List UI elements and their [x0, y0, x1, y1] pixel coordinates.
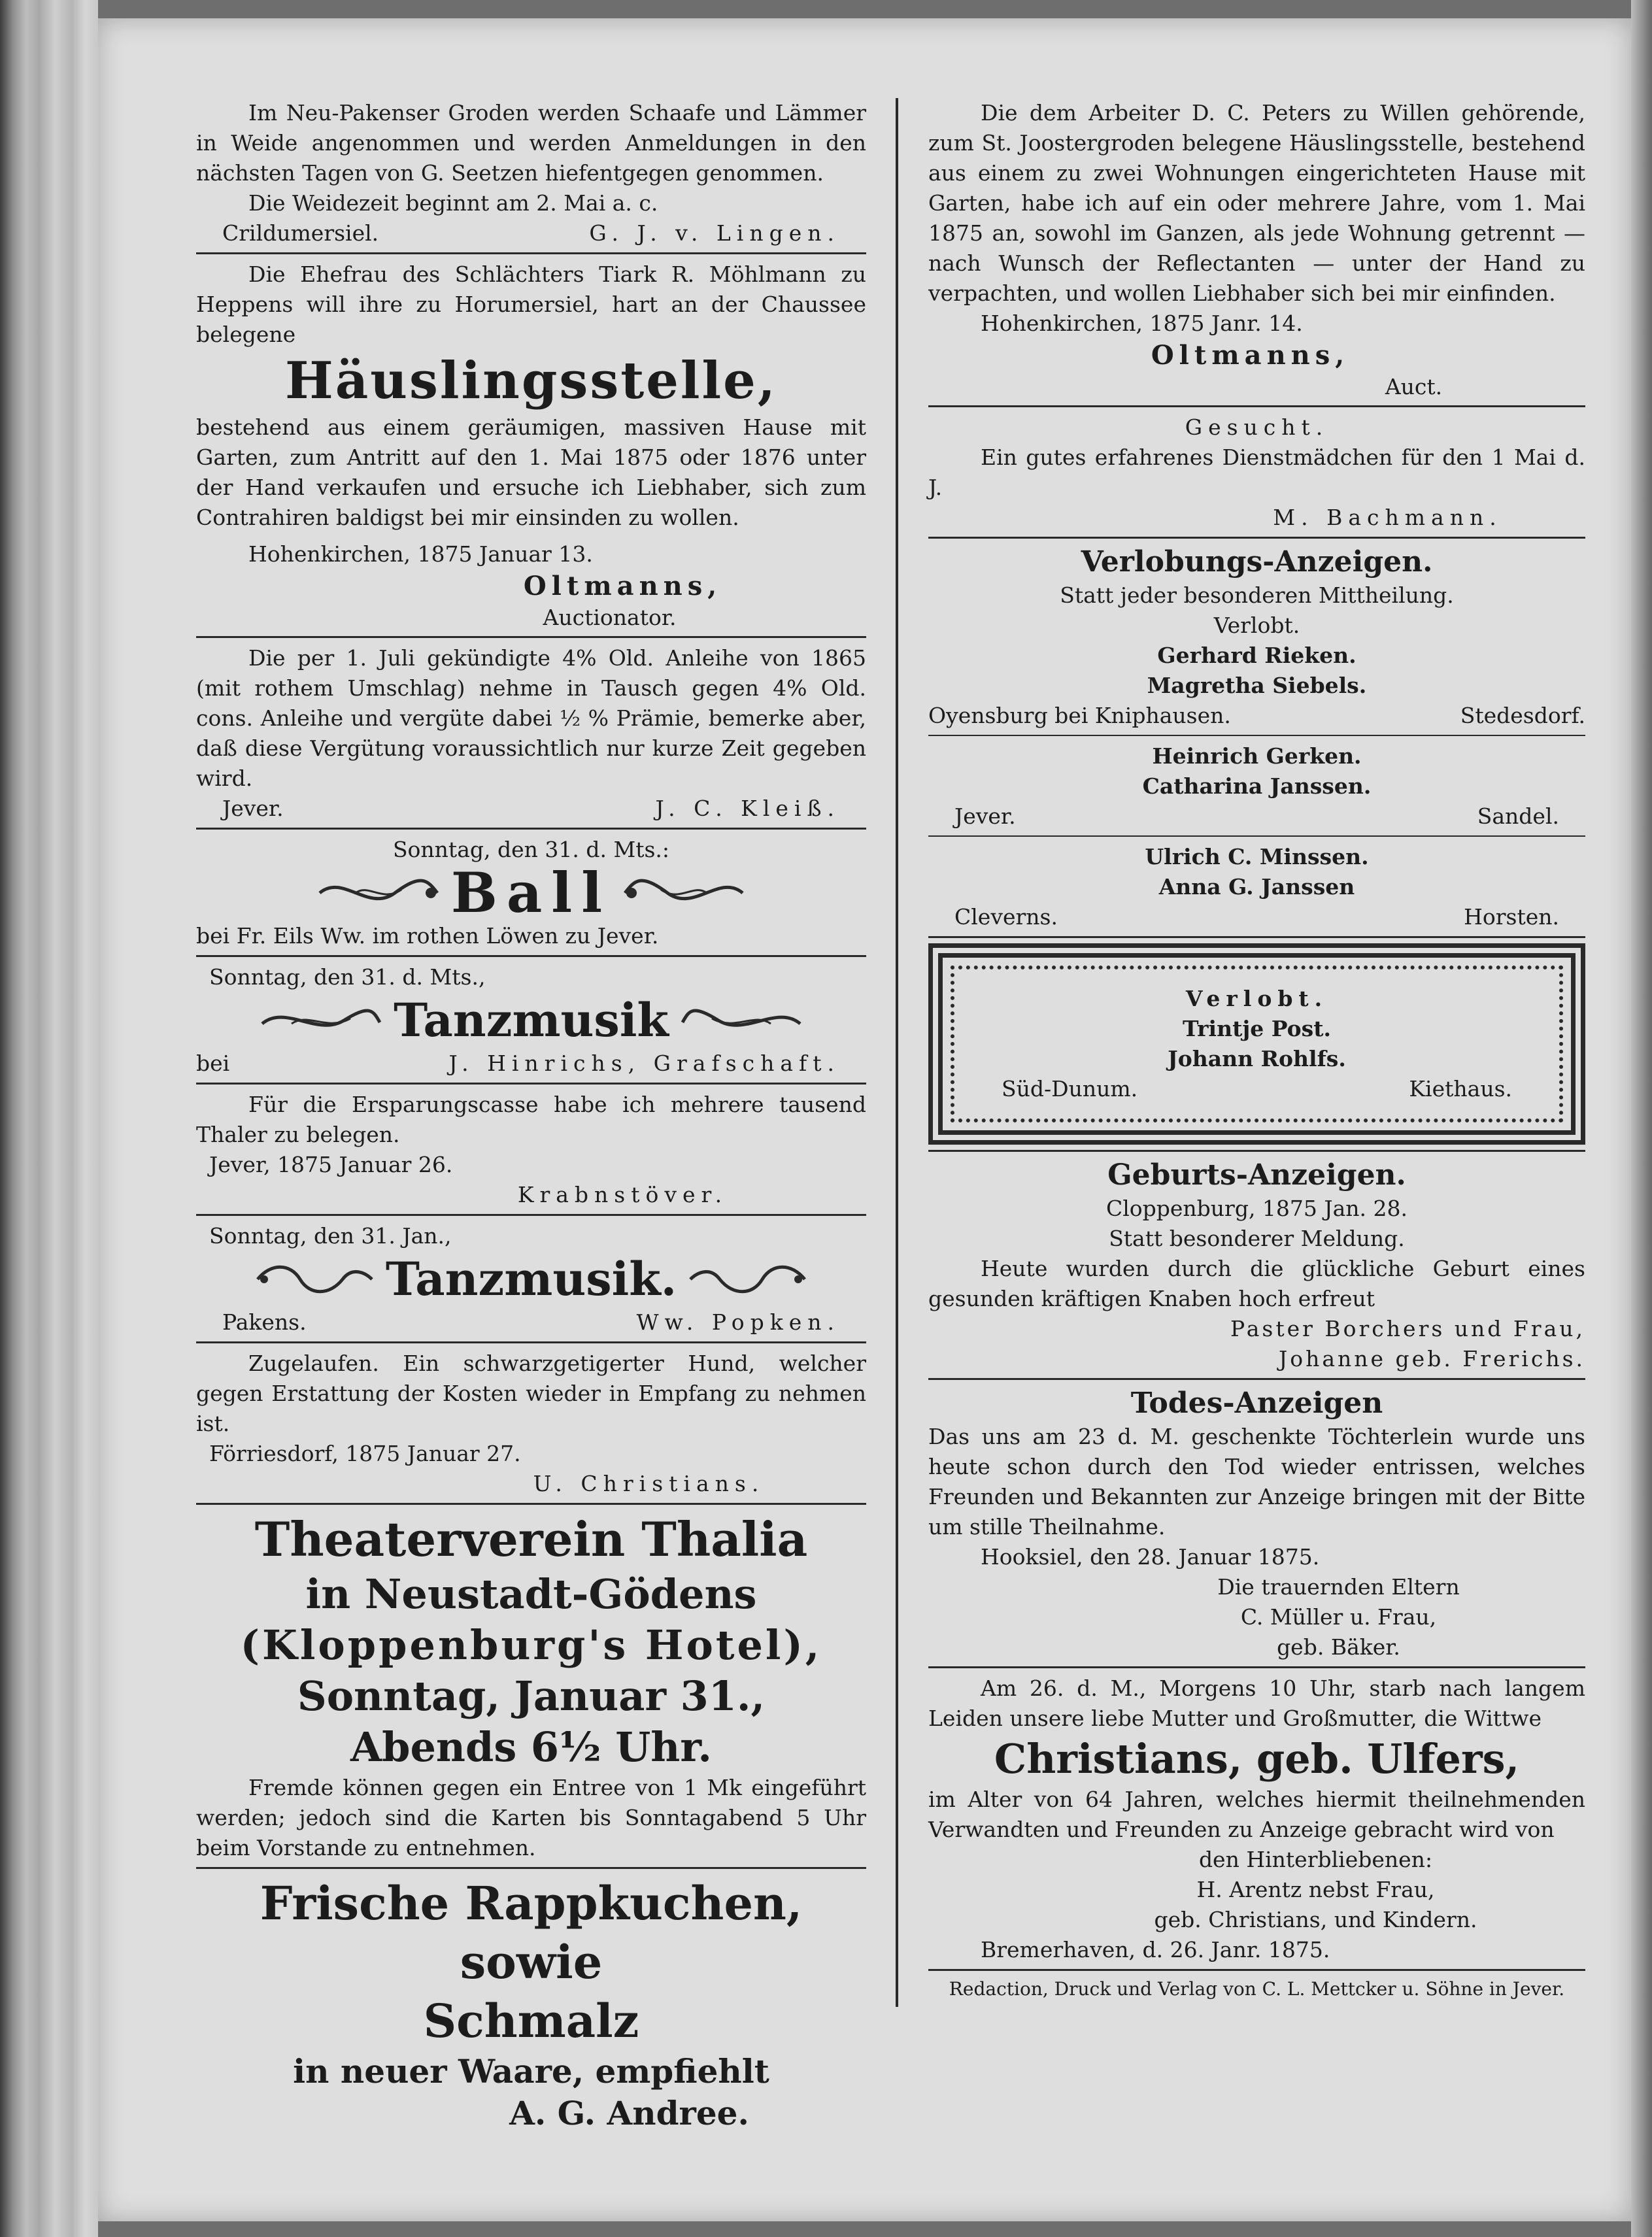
- ad-place-date: Förriesdorf, 1875 Januar 27.: [209, 1441, 521, 1466]
- separator: [196, 1214, 866, 1216]
- ad-intro: Die Ehefrau des Schlächters Tiark R. Möhlmann zu Heppens will ihre zu Horumersiel, hart an der Chaussee belegene: [196, 261, 866, 347]
- ad-place-date: Cloppenburg, 1875 Jan. 28.: [1105, 1196, 1408, 1221]
- ad-christians: [928, 1674, 1585, 1965]
- ad-footer: [196, 1307, 866, 1337]
- imprint: Redaction, Druck und Verlag von C. L. Mettcker u. Söhne in Jever.: [949, 1978, 1565, 2000]
- place-2: Horsten.: [1464, 904, 1559, 930]
- ad-signature: Krabnstöver.: [517, 1182, 728, 1207]
- ad-headline: Gesucht.: [1185, 414, 1329, 440]
- ad-headline: Theaterverein Thalia: [254, 1511, 808, 1567]
- places: [1002, 1074, 1512, 1104]
- ad-footer: [196, 1049, 866, 1079]
- place-1: Süd-Dunum.: [1002, 1076, 1138, 1102]
- separator: [928, 735, 1585, 736]
- section-subtitle: Statt besonderer Meldung.: [1109, 1226, 1405, 1251]
- ad-footer: [196, 794, 866, 824]
- ad-signature-title: Auctionator.: [543, 605, 677, 630]
- places: [928, 801, 1585, 832]
- right-column: [928, 98, 1585, 2002]
- ad-rappkuchen: [196, 1874, 866, 2134]
- ad-signature: A. G. Andree.: [509, 2094, 749, 2132]
- ad-signature: J. C. Kleiß.: [655, 796, 840, 821]
- separator: [196, 1341, 866, 1343]
- ad-headline: Häuslingsstelle,: [285, 351, 777, 411]
- ad-text: bestehend aus einem geräumigen, massiven Hause mit Garten, zum Antritt auf den 1. Mai 1875 oder 1876 unter der Hand verkaufen und ersuche ich Liebhaber, sich zum Contrahiren baldigst bei mir einsinden zu wollen.: [196, 414, 866, 530]
- ad-text: Fremde können gegen ein Entree von 1 Mk eingeführt werden; jedoch sind die Karten bis Sonntagabend 5 Uhr beim Vorstande zu entnehmen.: [196, 1775, 866, 1860]
- section-title: Verlobungs-Anzeigen.: [1081, 545, 1433, 579]
- flourish-left-icon: [316, 870, 441, 916]
- ad-tanzmusik-hinrichs: [196, 962, 866, 1079]
- ad-sparkasse: [196, 1090, 866, 1210]
- section-title: Todes-Anzeigen: [1130, 1387, 1383, 1420]
- ad-signature: Johanne geb. Frerichs.: [1279, 1346, 1585, 1371]
- ad-date: Sonntag, den 31. d. Mts.:: [392, 837, 670, 862]
- ad-ball: [196, 835, 866, 951]
- places: [928, 902, 1585, 932]
- separator: [196, 1083, 866, 1085]
- flourish-left-icon: [251, 1256, 375, 1302]
- section-verlobungs-anzeigen: [928, 544, 1585, 932]
- ad-headline-row: [196, 992, 866, 1049]
- name-2: Anna G. Janssen: [1158, 874, 1355, 900]
- ad-place-date: Hohenkirchen, 1875 Janr. 14.: [981, 311, 1303, 336]
- left-column: [196, 98, 866, 2134]
- ad-date: Sonntag, Januar 31.,: [297, 1672, 766, 1720]
- place-2: Kiethaus.: [1409, 1076, 1512, 1102]
- flourish-left-icon: [259, 998, 383, 1043]
- ad-signature: U. Christians.: [533, 1471, 765, 1496]
- section-todes-anzeigen: [928, 1385, 1585, 1662]
- ad-venue: (Kloppenburg's Hotel),: [240, 1621, 822, 1669]
- separator: [928, 537, 1585, 539]
- name-2: Johann Rohlfs.: [1168, 1046, 1346, 1071]
- separator: [196, 636, 866, 638]
- ad-signature-title: Auct.: [1385, 374, 1443, 399]
- signature-line: geb. Bäker.: [1277, 1634, 1400, 1660]
- ad-neu-pakenser: [196, 98, 866, 248]
- ad-subheadline: in Neustadt-Gödens: [305, 1570, 757, 1618]
- separator: [928, 835, 1585, 837]
- ad-theaterverein-thalia: [196, 1510, 866, 1863]
- ad-date: Sonntag, den 31. Jan.,: [209, 1223, 452, 1249]
- place-2: Sandel.: [1477, 803, 1559, 829]
- ad-haeuslingsstelle: [196, 260, 866, 632]
- ad-time: Abends 6½ Uhr.: [350, 1723, 712, 1771]
- place-1: Jever.: [954, 803, 1016, 829]
- place-2: Stedesdorf.: [1460, 703, 1585, 728]
- book-page-edges: [0, 0, 98, 2237]
- ad-peters: [928, 98, 1585, 401]
- ad-text: Im Neu-Pakenser Groden werden Schaafe und Lämmer in Weide angenommen und werden Anmeldungen in den nächsten Tagen von G. Seetzen hiefentgegen genommen.: [196, 100, 866, 186]
- separator: [928, 936, 1585, 938]
- separator: [196, 252, 866, 254]
- ad-signature: Paster Borchers und Frau,: [1230, 1316, 1585, 1341]
- column-divider: [896, 98, 898, 2007]
- ad-subheadline: in neuer Waare, empfiehlt: [293, 2052, 769, 2091]
- name-1: Heinrich Gerken.: [1152, 743, 1362, 769]
- ad-text: Ein gutes erfahrenes Dienstmädchen für den 1 Mai d. J.: [928, 445, 1585, 500]
- section-title: Geburts-Anzeigen.: [1107, 1158, 1406, 1192]
- ad-text: Das uns am 23 d. M. geschenkte Töchterlein wurde uns heute schon durch den Tod wieder entrissen, welches Freunden und Bekannten zur Anzeige bringen mit der Bitte um stille Theilnahme.: [928, 1424, 1585, 1539]
- separator: [196, 1867, 866, 1869]
- ad-signature: Ww. Popken.: [636, 1309, 840, 1335]
- ad-footer: [196, 218, 866, 248]
- flourish-right-icon: [679, 998, 803, 1043]
- ad-text: Die dem Arbeiter D. C. Peters zu Willen gehörende, zum St. Joostergroden belegene Häuslingsstelle, bestehend aus einem zu zwei Wohnungen eingerichteten Hause mit Garten, habe ich auf ein oder mehrere Jahre, vom 1. Mai 1875 an, sowohl im Ganzen, als jede Wohnung getrennt — nach Wunsch der Reflectanten — unter der Hand zu verpachten, und wollen Liebhaber sich bei mir einfinden.: [928, 100, 1585, 306]
- separator: [928, 1150, 1585, 1152]
- name-2: Catharina Janssen.: [1142, 773, 1372, 799]
- ad-place-date: Jever, 1875 Januar 26.: [209, 1152, 453, 1177]
- ad-place: Crildumersiel.: [222, 220, 379, 246]
- signature-line: Die trauernden Eltern: [1217, 1574, 1460, 1600]
- ad-anleihe: [196, 643, 866, 824]
- separator: [196, 828, 866, 830]
- ad-signature: Oltmanns,: [523, 571, 722, 601]
- separator: [928, 1969, 1585, 1971]
- ad-headline: Ball: [450, 860, 612, 925]
- ad-prefix: bei: [196, 1051, 230, 1076]
- ad-text: Die per 1. Juli gekündigte 4% Old. Anleihe von 1865 (mit rothem Umschlag) nehme in Tausch gegen 4% Old. cons. Anleihe und vergüte dabei ½ % Prämie, bemerke aber, daß diese Vergütung voraussichtlich nur kurze Zeit gegeben wird.: [196, 645, 866, 791]
- separator: [196, 955, 866, 957]
- ad-text: Für die Ersparungscasse habe ich mehrere tausend Thaler zu belegen.: [196, 1092, 866, 1147]
- ad-headline-row: [196, 1251, 866, 1307]
- ad-intro: Am 26. d. M., Morgens 10 Uhr, starb nach langem Leiden unsere liebe Mutter und Großmutter, die Wittwe: [928, 1675, 1585, 1731]
- ornamental-frame: [928, 943, 1585, 1145]
- ad-tanzmusik-popken: [196, 1221, 866, 1337]
- ad-signature: M. Bachmann.: [1273, 505, 1502, 530]
- ad-place: Jever.: [222, 796, 284, 821]
- signature-line: C. Müller u. Frau,: [1240, 1604, 1437, 1630]
- ad-headline: Christians, geb. Ulfers,: [994, 1735, 1520, 1783]
- separator: [928, 405, 1585, 407]
- ad-place-date: Bremerhaven, d. 26. Janr. 1875.: [981, 1937, 1330, 1962]
- ad-text: Heute wurden durch die glückliche Geburt eines gesunden kräftigen Knaben hoch erfreut: [928, 1256, 1585, 1311]
- flourish-right-icon: [687, 1256, 811, 1302]
- separator: [196, 1503, 866, 1505]
- ad-headline: Tanzmusik.: [385, 1252, 677, 1306]
- ad-place: Pakens.: [222, 1309, 307, 1335]
- ad-text: Die Weidezeit beginnt am 2. Mai a. c.: [248, 190, 658, 216]
- name-1: Ulrich C. Minssen.: [1145, 844, 1369, 869]
- separator: [928, 1666, 1585, 1668]
- ad-gesucht: [928, 412, 1585, 533]
- ad-signature: Oltmanns,: [1151, 340, 1350, 371]
- ad-headline: Schmalz: [423, 1994, 639, 2048]
- signature-line: geb. Christians, und Kindern.: [1154, 1907, 1477, 1932]
- ad-place-date: Hohenkirchen, 1875 Januar 13.: [248, 541, 593, 567]
- section-subtitle: Statt jeder besonderen Mittheilung.: [1060, 582, 1454, 608]
- ad-location: bei Fr. Eils Ww. im rothen Löwen zu Jever.: [196, 923, 659, 949]
- page-shadow: [1631, 0, 1652, 2237]
- separator: [928, 1378, 1585, 1380]
- ad-signature: J. Hinrichs, Grafschaft.: [448, 1051, 840, 1076]
- ad-date: Sonntag, den 31. d. Mts.,: [209, 964, 486, 990]
- section-geburts-anzeigen: [928, 1157, 1585, 1374]
- flourish-right-icon: [622, 870, 746, 916]
- ad-text: Zugelaufen. Ein schwarzgetigerter Hund, welcher gegen Erstattung der Kosten wieder in Empfang zu nehmen ist.: [196, 1351, 866, 1436]
- name-2: Magretha Siebels.: [1147, 673, 1367, 698]
- ad-headline-row: [196, 860, 866, 925]
- signature-line: den Hinterbliebenen:: [1198, 1847, 1433, 1872]
- name-1: Trintje Post.: [1183, 1016, 1331, 1041]
- places: [928, 701, 1585, 731]
- ad-text: im Alter von 64 Jahren, welches hiermit theilnehmenden Verwandten und Freunden zu Anzeige gebracht wird von: [928, 1787, 1585, 1842]
- place-1: Oyensburg bei Kniphausen.: [928, 703, 1231, 728]
- ad-headline: Tanzmusik: [394, 993, 669, 1047]
- ad-signature: G. J. v. Lingen.: [589, 220, 840, 246]
- signature-line: H. Arentz nebst Frau,: [1196, 1877, 1435, 1902]
- ad-hund: [196, 1349, 866, 1499]
- announcement-label: Verlobt.: [1213, 613, 1300, 638]
- announcement-label: Verlobt.: [1185, 986, 1328, 1011]
- ad-place-date: Hooksiel, den 28. Januar 1875.: [981, 1544, 1320, 1570]
- place-1: Cleverns.: [954, 904, 1058, 930]
- name-1: Gerhard Rieken.: [1157, 643, 1357, 668]
- ad-headline: Frische Rappkuchen, sowie: [260, 1876, 803, 1989]
